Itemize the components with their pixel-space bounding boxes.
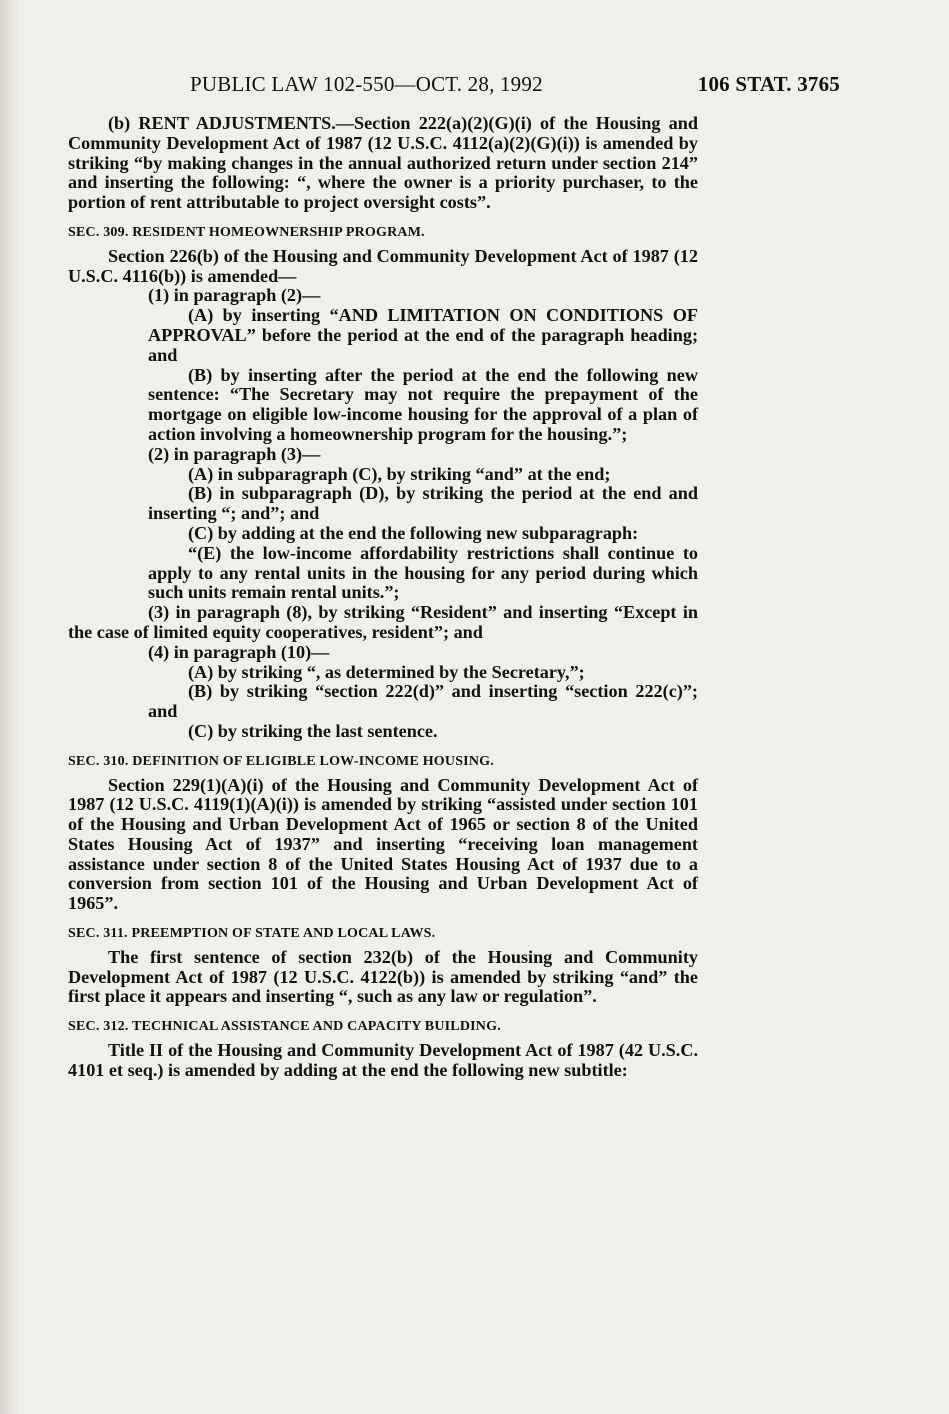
list-item-2: (2) in paragraph (3)— xyxy=(148,443,321,464)
list-item-4b: (B) by striking “section 222(d)” and inserting “section 222(c)”; and xyxy=(148,681,698,722)
list-item-4c: (C) by striking the last sentence. xyxy=(188,720,438,741)
list-item-1: (1) in paragraph (2)— xyxy=(148,285,321,306)
paragraph-sec310: Section 229(1)(A)(i) of the Housing and Community Development Act of 1987 (12 U.S.C. 4119(1)(A)(i)) is amended by striking “assisted under section 101 of the Housing and Urban Development Act of 1965 or section 8 of the United States Housing Act of 1937” and inserting “receiving loan management assistance under section 8 of the United States Housing Act of 1937 due to a conversion from section 101 of the Housing and Urban Development Act of 1965”. xyxy=(68,774,698,914)
list-item-2c-quote: “(E) the low-income affordability restrictions shall continue to apply to any rental units in the housing for any period during which such units remain rental units.”; xyxy=(148,542,698,603)
paragraph-sec312: Title II of the Housing and Community Development Act of 1987 (42 U.S.C. 4101 et seq.) is amended by adding at the end the following new subtitle: xyxy=(68,1040,698,1080)
page-edge xyxy=(0,0,18,1414)
section-heading-309: SEC. 309. RESIDENT HOMEOWNERSHIP PROGRAM. xyxy=(68,224,425,240)
list-item-3: (3) in paragraph (8), by striking “Resident” and inserting “Except in the case of limited equity cooperatives, resident”; and xyxy=(68,602,698,642)
section-heading-311: SEC. 311. PREEMPTION OF STATE AND LOCAL LAWS. xyxy=(68,926,436,942)
list-item-4: (4) in paragraph (10)— xyxy=(148,641,330,662)
list-item-2c: (C) by adding at the end the following new subparagraph: xyxy=(188,522,639,543)
document-body xyxy=(68,114,698,1081)
list-item-2a: (A) in subparagraph (C), by striking “and” at the end; xyxy=(188,463,611,484)
paragraph-rent-adjustments: (b) RENT ADJUSTMENTS.—Section 222(a)(2)(G)(i) of the Housing and Community Development Act of 1987 (12 U.S.C. 4112(a)(2)(G)(i)) is amended by striking “by making changes in the annual authorized return under section 214” and inserting the following: “, where the owner is a priority purchaser, to the portion of rent attributable to project oversight costs”. xyxy=(68,113,698,213)
list-item-2b: (B) in subparagraph (D), by striking the period at the end and inserting “; and”; and xyxy=(148,483,698,524)
section-heading-312: SEC. 312. TECHNICAL ASSISTANCE AND CAPACITY BUILDING. xyxy=(68,1019,501,1035)
header-page-number: 106 STAT. 3765 xyxy=(697,72,840,96)
paragraph-sec309-intro: Section 226(b) of the Housing and Community Development Act of 1987 (12 U.S.C. 4116(b)) is amended— xyxy=(68,245,698,286)
list-item-1b: (B) by inserting after the period at the end the following new sentence: “The Secretary may not require the prepayment of the mortgage on eligible low-income housing for the approval of a plan of action involving a homeownership program for the housing.”; xyxy=(148,364,698,444)
paragraph-sec311: The first sentence of section 232(b) of the Housing and Community Development Act of 1987 (12 U.S.C. 4122(b)) is amended by striking “and” the first place it appears and inserting “, such as any law or regulation”. xyxy=(68,946,698,1007)
list-item-1a: (A) by inserting “AND LIMITATION ON CONDITIONS OF APPROVAL” before the period at the end of the paragraph heading; and xyxy=(148,305,698,365)
header-title: PUBLIC LAW 102-550—OCT. 28, 1992 xyxy=(190,72,543,96)
list-item-4a: (A) by striking “, as determined by the Secretary,”; xyxy=(188,661,585,682)
section-heading-310: SEC. 310. DEFINITION OF ELIGIBLE LOW-INCOME HOUSING. xyxy=(68,753,494,769)
